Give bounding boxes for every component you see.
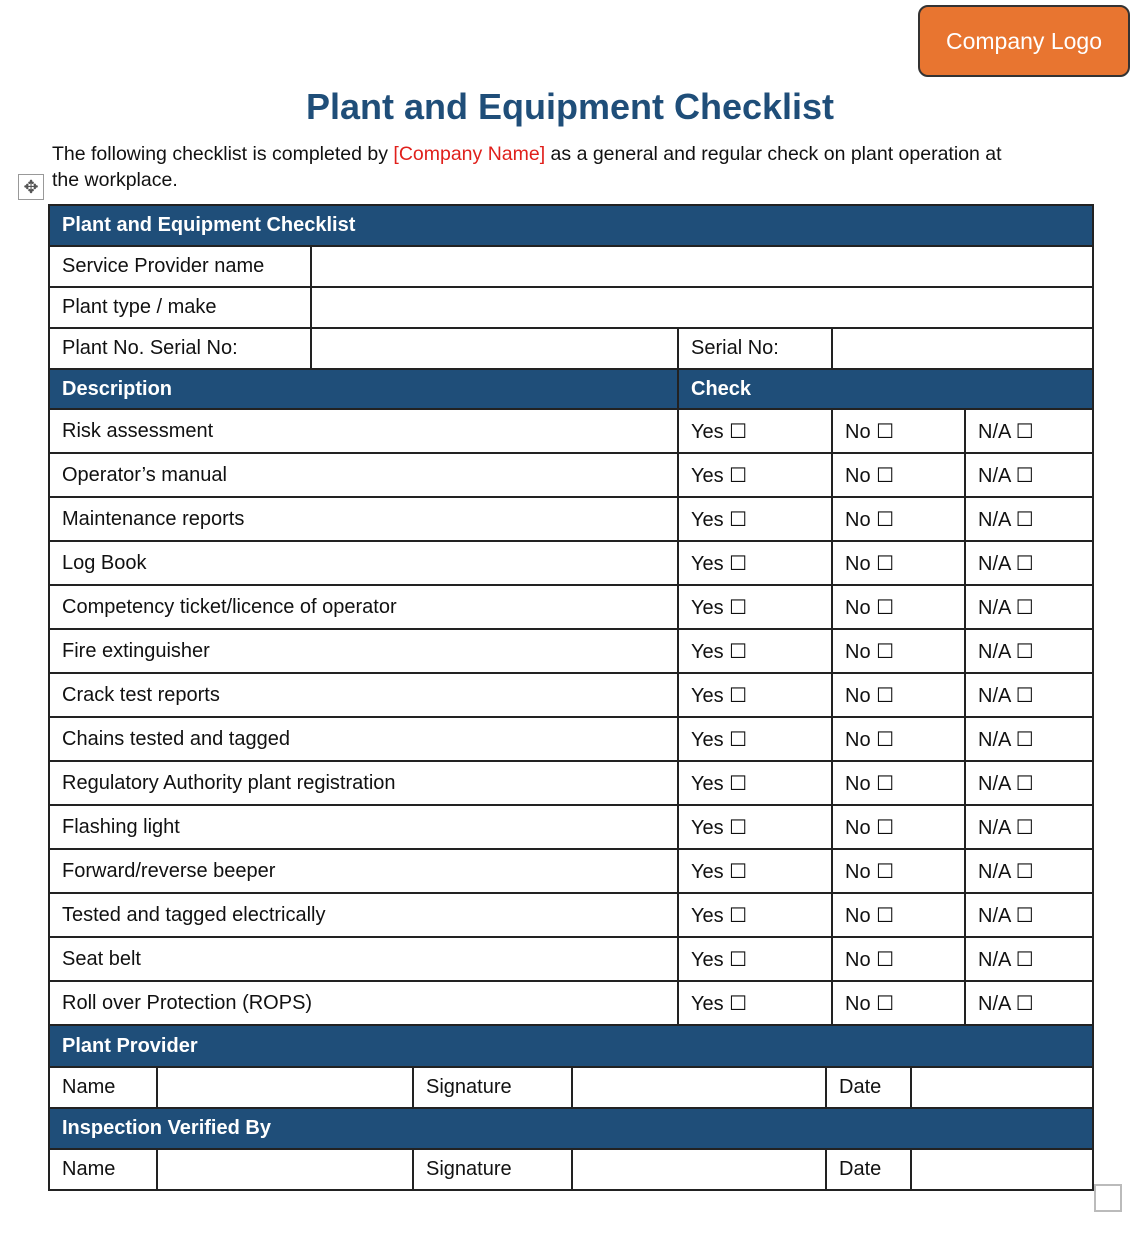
item-label: Regulatory Authority plant registration: [50, 762, 679, 806]
yes-checkbox[interactable]: Yes ☐: [679, 850, 833, 894]
table-row: [50, 762, 1094, 806]
label: Plant type / make: [50, 288, 312, 329]
item-label: Competency ticket/licence of operator: [50, 586, 679, 630]
yes-checkbox[interactable]: Yes ☐: [679, 586, 833, 630]
label: Plant No. Serial No:: [50, 329, 312, 370]
table-row: [50, 542, 1094, 586]
item-label: Maintenance reports: [50, 498, 679, 542]
yes-checkbox[interactable]: Yes ☐: [679, 806, 833, 850]
na-checkbox[interactable]: N/A ☐: [966, 630, 1094, 674]
table-row: [50, 718, 1094, 762]
na-checkbox[interactable]: N/A ☐: [966, 542, 1094, 586]
table-row: [50, 498, 1094, 542]
no-checkbox[interactable]: No ☐: [833, 850, 966, 894]
label: Serial No:: [679, 329, 833, 370]
label: Service Provider name: [50, 247, 312, 288]
label: Name: [50, 1068, 158, 1109]
table-row: [50, 630, 1094, 674]
yes-checkbox[interactable]: Yes ☐: [679, 894, 833, 938]
company-logo: Company Logo: [918, 5, 1130, 77]
plant-type-field[interactable]: [312, 288, 1094, 329]
yes-checkbox[interactable]: Yes ☐: [679, 718, 833, 762]
table-row: [50, 410, 1094, 454]
table-row: [50, 850, 1094, 894]
yes-checkbox[interactable]: Yes ☐: [679, 454, 833, 498]
item-label: Risk assessment: [50, 410, 679, 454]
na-checkbox[interactable]: N/A ☐: [966, 938, 1094, 982]
na-checkbox[interactable]: N/A ☐: [966, 498, 1094, 542]
company-name-placeholder[interactable]: [Company Name]: [393, 143, 546, 165]
no-checkbox[interactable]: No ☐: [833, 806, 966, 850]
item-label: Crack test reports: [50, 674, 679, 718]
intro-text: [52, 141, 1012, 193]
na-checkbox[interactable]: N/A ☐: [966, 586, 1094, 630]
item-label: Tested and tagged electrically: [50, 894, 679, 938]
no-checkbox[interactable]: No ☐: [833, 498, 966, 542]
yes-checkbox[interactable]: Yes ☐: [679, 938, 833, 982]
item-label: Flashing light: [50, 806, 679, 850]
name-field[interactable]: [158, 1068, 414, 1109]
table-row: [50, 206, 1094, 247]
signature-field[interactable]: [573, 1150, 827, 1191]
yes-checkbox[interactable]: Yes ☐: [679, 674, 833, 718]
table-row: [50, 894, 1094, 938]
column-header: Description: [50, 370, 679, 410]
intro-after: as a general and regular check on plant operation at the workplace.: [52, 143, 1002, 191]
na-checkbox[interactable]: N/A ☐: [966, 674, 1094, 718]
section-header: Plant Provider: [50, 1026, 1094, 1068]
table-row: [50, 1109, 1094, 1150]
no-checkbox[interactable]: No ☐: [833, 454, 966, 498]
na-checkbox[interactable]: N/A ☐: [966, 454, 1094, 498]
page-title: Plant and Equipment Checklist: [305, 86, 835, 127]
table-row: [50, 938, 1094, 982]
yes-checkbox[interactable]: Yes ☐: [679, 982, 833, 1026]
table-row: [50, 288, 1094, 329]
item-label: Fire extinguisher: [50, 630, 679, 674]
label: Date: [827, 1068, 912, 1109]
serial-no-field[interactable]: [833, 329, 1094, 370]
label: Name: [50, 1150, 158, 1191]
date-field[interactable]: [912, 1150, 1094, 1191]
no-checkbox[interactable]: No ☐: [833, 938, 966, 982]
item-label: Log Book: [50, 542, 679, 586]
na-checkbox[interactable]: N/A ☐: [966, 894, 1094, 938]
yes-checkbox[interactable]: Yes ☐: [679, 762, 833, 806]
no-checkbox[interactable]: No ☐: [833, 762, 966, 806]
item-label: Operator’s manual: [50, 454, 679, 498]
no-checkbox[interactable]: No ☐: [833, 718, 966, 762]
yes-checkbox[interactable]: Yes ☐: [679, 498, 833, 542]
label: Signature: [414, 1150, 573, 1191]
no-checkbox[interactable]: No ☐: [833, 542, 966, 586]
item-label: Forward/reverse beeper: [50, 850, 679, 894]
na-checkbox[interactable]: N/A ☐: [966, 718, 1094, 762]
section-header: Plant and Equipment Checklist: [50, 206, 1094, 247]
service-provider-field[interactable]: [312, 247, 1094, 288]
no-checkbox[interactable]: No ☐: [833, 894, 966, 938]
na-checkbox[interactable]: N/A ☐: [966, 850, 1094, 894]
no-checkbox[interactable]: No ☐: [833, 674, 966, 718]
na-checkbox[interactable]: N/A ☐: [966, 410, 1094, 454]
table-row: [50, 329, 1094, 370]
table-row: [50, 1068, 1094, 1109]
table-resize-handle[interactable]: [1094, 1184, 1122, 1212]
table-row: [50, 586, 1094, 630]
table-row: [50, 674, 1094, 718]
table-row: [50, 247, 1094, 288]
date-field[interactable]: [912, 1068, 1094, 1109]
na-checkbox[interactable]: N/A ☐: [966, 982, 1094, 1026]
yes-checkbox[interactable]: Yes ☐: [679, 630, 833, 674]
no-checkbox[interactable]: No ☐: [833, 982, 966, 1026]
table-row: [50, 1026, 1094, 1068]
table-row: [50, 806, 1094, 850]
checklist-table: [48, 204, 1094, 1191]
na-checkbox[interactable]: N/A ☐: [966, 762, 1094, 806]
item-label: Roll over Protection (ROPS): [50, 982, 679, 1026]
no-checkbox[interactable]: No ☐: [833, 586, 966, 630]
item-label: Seat belt: [50, 938, 679, 982]
label: Signature: [414, 1068, 573, 1109]
table-row: [50, 454, 1094, 498]
label: Date: [827, 1150, 912, 1191]
na-checkbox[interactable]: N/A ☐: [966, 806, 1094, 850]
intro-before: The following checklist is completed by: [52, 143, 394, 165]
table-row: [50, 982, 1094, 1026]
plant-no-field[interactable]: [312, 329, 679, 370]
yes-checkbox[interactable]: Yes ☐: [679, 542, 833, 586]
table-row: [50, 370, 1094, 410]
name-field[interactable]: [158, 1150, 414, 1191]
no-checkbox[interactable]: No ☐: [833, 410, 966, 454]
table-move-handle-icon[interactable]: ✥: [18, 174, 44, 200]
item-label: Chains tested and tagged: [50, 718, 679, 762]
no-checkbox[interactable]: No ☐: [833, 630, 966, 674]
section-header: Inspection Verified By: [50, 1109, 1094, 1150]
yes-checkbox[interactable]: Yes ☐: [679, 410, 833, 454]
table-row: [50, 1150, 1094, 1191]
column-header: Check: [679, 370, 1094, 410]
signature-field[interactable]: [573, 1068, 827, 1109]
